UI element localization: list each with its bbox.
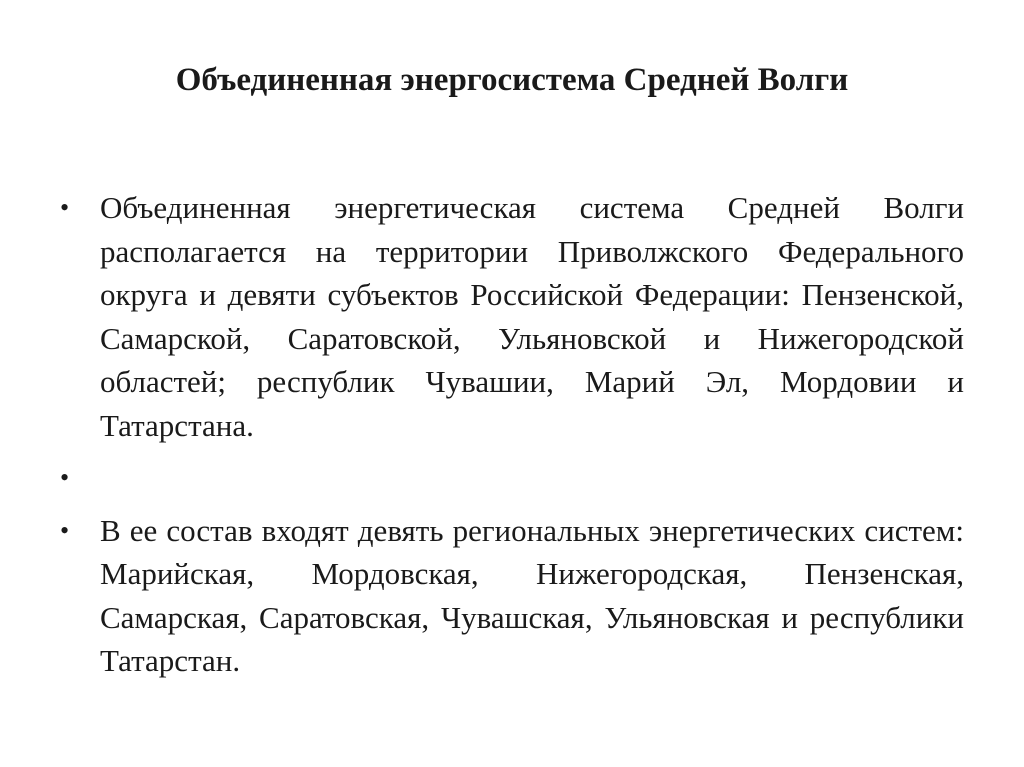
bullet-dot-icon: •	[60, 463, 70, 492]
bullet-item	[60, 456, 964, 500]
bullet-item	[60, 509, 964, 683]
slide-title: Объединенная энергосистема Средней Волги	[175, 62, 849, 98]
bullet-item	[60, 186, 964, 447]
bullet-dot-icon: •	[60, 515, 70, 545]
bullet-list	[60, 186, 964, 692]
bullet-dot-icon: •	[60, 193, 70, 222]
bullet-text: В ее состав входят девять региональных энергетических систем: Марийская, Мордовская, Нижегородская, Пензенская, Самарская, Саратовская, Чувашская, Ульяновская и республики Татарстан.	[100, 512, 964, 678]
bullet-text: Объединенная энергетическая система Средней Волги располагается на территории Приволжского Федерального округа и девяти субъектов Российской Федерации: Пензенской, Самарской, Саратовской, Ульяновской и Нижегородской областей; республик Чувашии, Марий Эл, Мордовии и Татарстана.	[100, 190, 964, 443]
